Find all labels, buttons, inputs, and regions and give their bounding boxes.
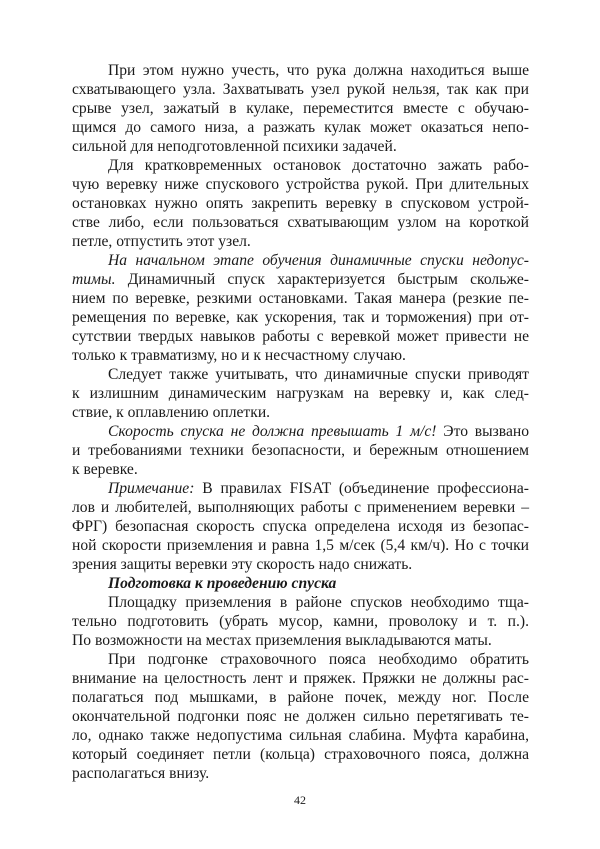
paragraph (72, 61, 529, 156)
text-line: Для кратковременных остановок достаточно зажать рабо- (108, 157, 529, 174)
text-line: ремещения по веревке, как ускорения, так и торможения) при от- (72, 309, 529, 326)
text-line: располагаться внизу. (72, 765, 210, 782)
text-fragment: В правилах FISAT (объединение профессиона- (194, 480, 529, 497)
text-line: остановках нужно опять закрепить веревку в спусковом устрой- (72, 195, 529, 212)
text-line: и требованиями техники безопасности, и бережным отношением (72, 442, 529, 459)
text-line: ной скорости приземления и равна 1,5 м/сек (5,4 км/ч). Но с точки (72, 537, 529, 554)
text-line: стве либо, если пользоваться схватывающим узлом на короткой (72, 214, 529, 231)
italic-fragment: Примечание: (108, 480, 195, 497)
italic-fragment: тимы. (72, 271, 116, 288)
text-line: ствие, к оплавлению оплетки. (72, 404, 271, 421)
text-line (72, 422, 529, 441)
paragraph (72, 593, 529, 650)
text-fragment: Это вызвано (436, 423, 530, 440)
text-line: только к травматизму, но и к несчастному случаю. (72, 347, 406, 364)
paragraph (72, 479, 529, 574)
text-line: Площадку приземления в районе спусков необходимо тща- (108, 594, 529, 611)
paragraph (72, 365, 529, 422)
text-line: тельно подготовить (убрать мусор, камни, проволоку и т. п.). (72, 613, 529, 630)
paragraph (72, 422, 529, 479)
text-line: к веревке. (72, 461, 138, 478)
text-line: полагаться под мышками, в районе почек, между ног. После (72, 689, 529, 706)
text-fragment: Динамичный спуск характеризуется быстрым скольже- (115, 271, 529, 288)
text-line: который соединяет петли (кольца) страховочного пояса, должна (72, 746, 529, 763)
paragraph (72, 251, 529, 365)
page-body (72, 61, 529, 783)
italic-fragment: Скорость спуска не должна превышать 1 м/с! (108, 423, 437, 440)
page-number: 42 (294, 793, 306, 807)
text-line (72, 270, 529, 289)
text-line: окончательной подгонки пояс не должен сильно перетягивать те- (72, 708, 529, 725)
text-line: При этом нужно учесть, что рука должна находиться выше (108, 62, 529, 79)
text-line: щимся до самого низа, а разжать кулак может оказаться непо- (72, 119, 529, 136)
text-line: Следует также учитывать, что динамичные спуски приводят (108, 366, 529, 383)
text-line: ло, однако также недопустима сильная слабина. Муфта карабина, (72, 727, 529, 744)
text-line: По возможности на местах приземления выкладываются маты. (72, 632, 492, 649)
paragraph (72, 156, 529, 251)
text-line: сутствии твердых навыков работы с веревкой может привести не (72, 328, 529, 345)
text-line: сильной для неподготовленной психики задачей. (72, 138, 397, 155)
text-line: петле, отпустить этот узел. (72, 233, 251, 250)
text-line: чую веревку ниже спускового устройства рукой. При длительных (72, 176, 529, 193)
italic-text-line: На начальном этапе обучения динамичные спуски недопус- (108, 252, 529, 269)
text-line: внимание на целостность лент и пряжек. Пряжки не должны рас- (72, 670, 529, 687)
paragraph (72, 650, 529, 783)
text-line: лов и любителей, выполняющих работы с применением веревки – (72, 499, 529, 516)
text-line: зрения защиты веревки эту скорость надо снижать. (72, 556, 413, 573)
text-line: схватывающего узла. Захватывать узел рукой нельзя, так как при (72, 81, 529, 98)
text-line: При подгонке страховочного пояса необходимо обратить (108, 651, 529, 668)
text-line: ФРГ) безопасная скорость спуска определена исходя из безопас- (72, 518, 529, 535)
section-heading: Подготовка к проведению спуска (108, 575, 337, 592)
text-line (72, 479, 529, 498)
text-line: к излишним динамическим нагрузкам на веревку и, как след- (72, 385, 529, 402)
text-line: нием по веревке, резкими остановками. Такая манера (резкие пе- (72, 290, 529, 307)
text-line: срыве узел, зажатый в кулаке, переместится вместе с обучаю- (72, 100, 529, 117)
